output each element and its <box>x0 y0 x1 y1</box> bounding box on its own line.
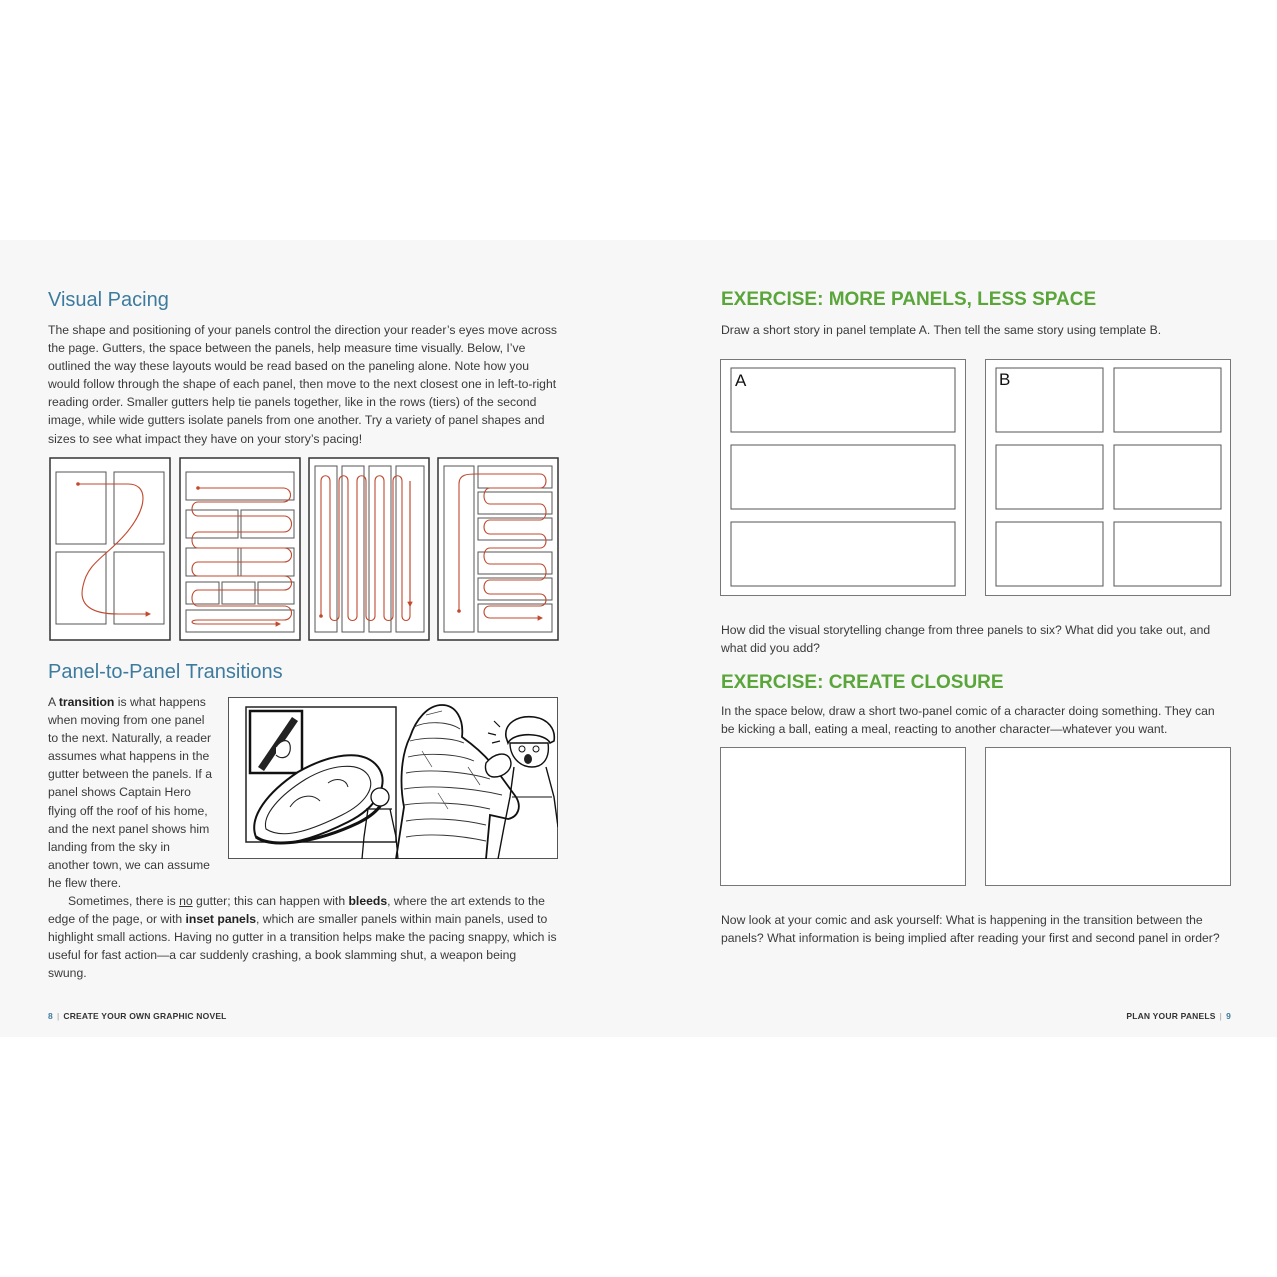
exercise-more-panels-instruction: Draw a short story in panel template A. Then tell the same story using template B. <box>721 323 1162 337</box>
left-page-footer <box>48 1011 227 1021</box>
closure-panel-2[interactable] <box>985 747 1231 887</box>
footer-separator: | <box>56 1011 60 1021</box>
p2-text-e: , where the art extends to the edge of the page, or with <box>48 894 545 927</box>
footer-separator: | <box>1219 1011 1223 1021</box>
book-title: CREATE YOUR OWN GRAPHIC NOVEL <box>63 1011 227 1021</box>
p2-text-a: Sometimes, there is <box>68 894 180 908</box>
visual-pacing-title: Visual Pacing <box>48 289 169 311</box>
exercise-create-closure-instruction: In the space below, draw a short two-panel comic of a character doing something. They can be kicking a ball, eating a meal, reacting to another character—whatever you want. <box>721 704 1215 737</box>
right-page <box>638 240 1277 1037</box>
term-inset-panels: inset panels <box>185 912 256 927</box>
right-page-number: 9 <box>1226 1011 1231 1021</box>
chapter-title: PLAN YOUR PANELS <box>1126 1011 1216 1021</box>
p2-text-c: gutter; this can happen with <box>192 894 349 908</box>
mummy-comic-illustration <box>228 697 558 859</box>
right-page-footer <box>1126 1011 1231 1021</box>
closure-panel-1[interactable] <box>720 747 966 887</box>
transitions-paragraph-1 <box>48 693 213 892</box>
left-page-number: 8 <box>48 1011 53 1021</box>
exercise-more-panels-question: How did the visual storytelling change from three panels to six? What did you take out, and what did you add? <box>721 623 1211 656</box>
panel-template-b <box>985 359 1231 596</box>
p2-text-g: , which are smaller panels within main panels, used to highlight small actions. Having no gutter in a transition helps make the pacing snappy, which is useful for fast action—a car suddenly crashing, a book slamming shut, a weapon being swung. <box>48 912 557 981</box>
exercise-create-closure-question: Now look at your comic and ask yourself: What is happening in the transition between the panels? What information is being implied after reading your first and second panel in order? <box>721 913 1220 946</box>
panel-template-a <box>720 359 966 596</box>
term-transition: transition <box>58 695 115 709</box>
layout-columns <box>309 458 429 640</box>
p1-text-c: is what happens when moving from one panel to the next. Naturally, a reader assumes what happens in the gutter between the panels. If a panel shows Captain Hero flying off the roof of his home, and the next panel shows him landing from the sky in another town, we can assume he flew there. <box>48 695 212 890</box>
template-b-label: B <box>999 370 1011 389</box>
transitions-paragraph-2 <box>48 892 558 982</box>
layout-tiers <box>180 458 300 640</box>
panel-layout-diagrams <box>48 456 560 642</box>
exercise-more-panels-title: EXERCISE: MORE PANELS, LESS SPACE <box>721 289 1097 310</box>
book-spread <box>0 240 1277 1037</box>
template-a-label: A <box>735 371 747 390</box>
visual-pacing-paragraph: The shape and positioning of your panels control the direction your reader’s eyes move across the page. Gutters, the space between the panels, help measure time visually. Below, I’ve outlined the way these layouts would be read based on the paneling alone. Note how you would follow through the shape of each panel, then move to the next closest one in left-to-right reading order. Smaller gutters help tie panels together, like in the rows (tiers) of the second image, while wide gutters isolate panels from one another. Try a variety of panel shapes and sizes to see what impact they have on your story’s pacing! <box>48 323 558 446</box>
layout-grid-2x2 <box>50 458 170 640</box>
p1-text-a: A <box>48 695 59 709</box>
term-bleeds: bleeds <box>348 894 388 908</box>
layout-column-and-rows <box>438 458 558 640</box>
p2-emphasis-no: no <box>179 894 193 908</box>
left-page <box>0 240 638 1037</box>
exercise-create-closure-title: EXERCISE: CREATE CLOSURE <box>721 672 1004 693</box>
transitions-title: Panel-to-Panel Transitions <box>48 661 283 683</box>
